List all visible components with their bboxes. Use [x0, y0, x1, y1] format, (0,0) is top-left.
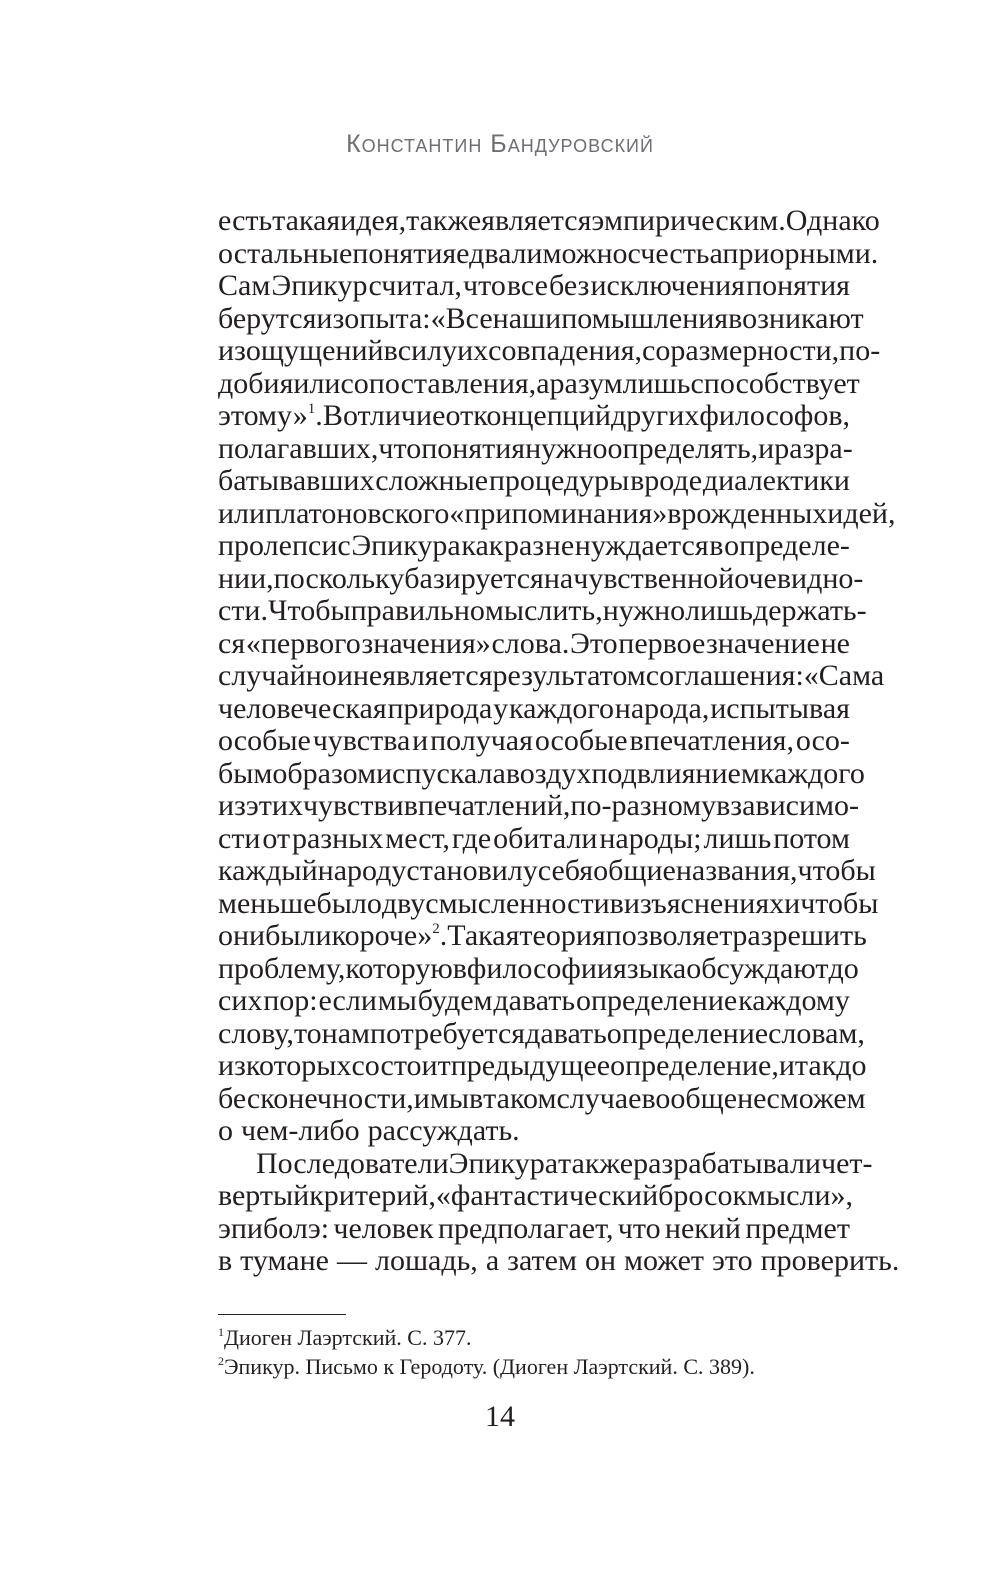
body-line: человеческая природа у каждого народа, испытывая [218, 691, 850, 725]
footnote [218, 1352, 850, 1381]
body-line: полагавших, что понятия нужно определять, и разра- [218, 431, 853, 465]
body-line: они были короче»$^2$. Такая теория позволяет разрешить [218, 919, 867, 952]
body-line: проблему, которую в философии языка обсуждают до [218, 951, 859, 985]
body-line: случайно и не является результатом соглашения: «Сама [218, 659, 885, 692]
footnote [218, 1323, 850, 1352]
footnote-number: 2 [218, 1354, 224, 1368]
body-line: этому»$^1$. В отличие от концепций других философов, [218, 399, 850, 432]
body-line: есть такая идея, также является эмпирическим. Однако [218, 204, 880, 237]
body-line: бесконечности, и мы в таком случае вообще не сможем [218, 1081, 866, 1115]
body-line: бым образом испускала воздух под влиянием каждого [218, 756, 865, 790]
body-line: в тумане — лошадь, а затем он может это проверить. [218, 1244, 900, 1277]
body-line: меньше было двусмысленности в изъяснениях и чтобы [218, 886, 879, 920]
body-line: добия или сопоставления, а разум лишь способствует [218, 366, 860, 400]
body-line: нии, поскольку базируется на чувственной очевидно- [218, 561, 864, 595]
body-text [218, 204, 900, 1278]
body-line: из ощущений в силу их совпадения, соразмерности, по- [218, 334, 881, 367]
body-line: остальные понятия едва ли можно счесть априорными. [218, 236, 879, 270]
body-line: Сам Эпикур считал, что все без исключения понятия [218, 269, 850, 302]
body-line: сти. Чтобы правильно мыслить, нужно лишь держать- [218, 594, 867, 627]
body-line: каждый народ установил у себя общие названия, чтобы [218, 854, 876, 887]
body-line: берутся из опыта: «Все наши помышления возникают [218, 301, 864, 335]
footnote-marker: 2 [432, 921, 440, 937]
body-line: из этих чувств и впечатлений, по-разному в зависимо- [218, 789, 860, 822]
page-number: 14 [485, 1400, 515, 1433]
body-line: сих пор: если мы будем давать определение каждому [218, 984, 850, 1017]
footnote-marker: 1 [307, 401, 316, 417]
body-line: сти от разных мест, где обитали народы; лишь потом [218, 821, 850, 855]
footnote-text: Диоген Лаэртский. С. 377. [224, 1325, 472, 1350]
footnotes [218, 1323, 850, 1381]
body-line: пролепсис Эпикура как раз не нуждается в определе- [218, 529, 850, 562]
body-line: или платоновского «припоминания» врожденных идей, [218, 496, 896, 530]
footnote-text: Эпикур. Письмо к Геродоту. (Диоген Лаэртский. С. 389). [224, 1354, 755, 1379]
body-line: особые чувства и получая особые впечатления, осо- [218, 724, 850, 757]
running-head: Константин Бандуровский [346, 130, 654, 158]
body-line: слову, то нам потребуется давать определение словам, [218, 1016, 865, 1050]
body-line: батывавших сложные процедуры вроде диалектики [218, 464, 850, 497]
footnote-number: 1 [218, 1325, 224, 1339]
footnote-rule [218, 1314, 346, 1315]
body-line: из которых состоит предыдущее определение, и так до [218, 1049, 867, 1082]
body-line: вертый критерий, «фантастический бросок мысли», [218, 1179, 854, 1212]
body-line: эпиболэ: человек предполагает, что некий предмет [218, 1211, 850, 1245]
body-line: Последователи Эпикура также разрабатывали чет- [256, 1146, 873, 1180]
body-line: о чем-либо рассуждать. [218, 1114, 520, 1147]
body-line: ся «первого значения» слова. Это первое значение не [218, 626, 850, 660]
